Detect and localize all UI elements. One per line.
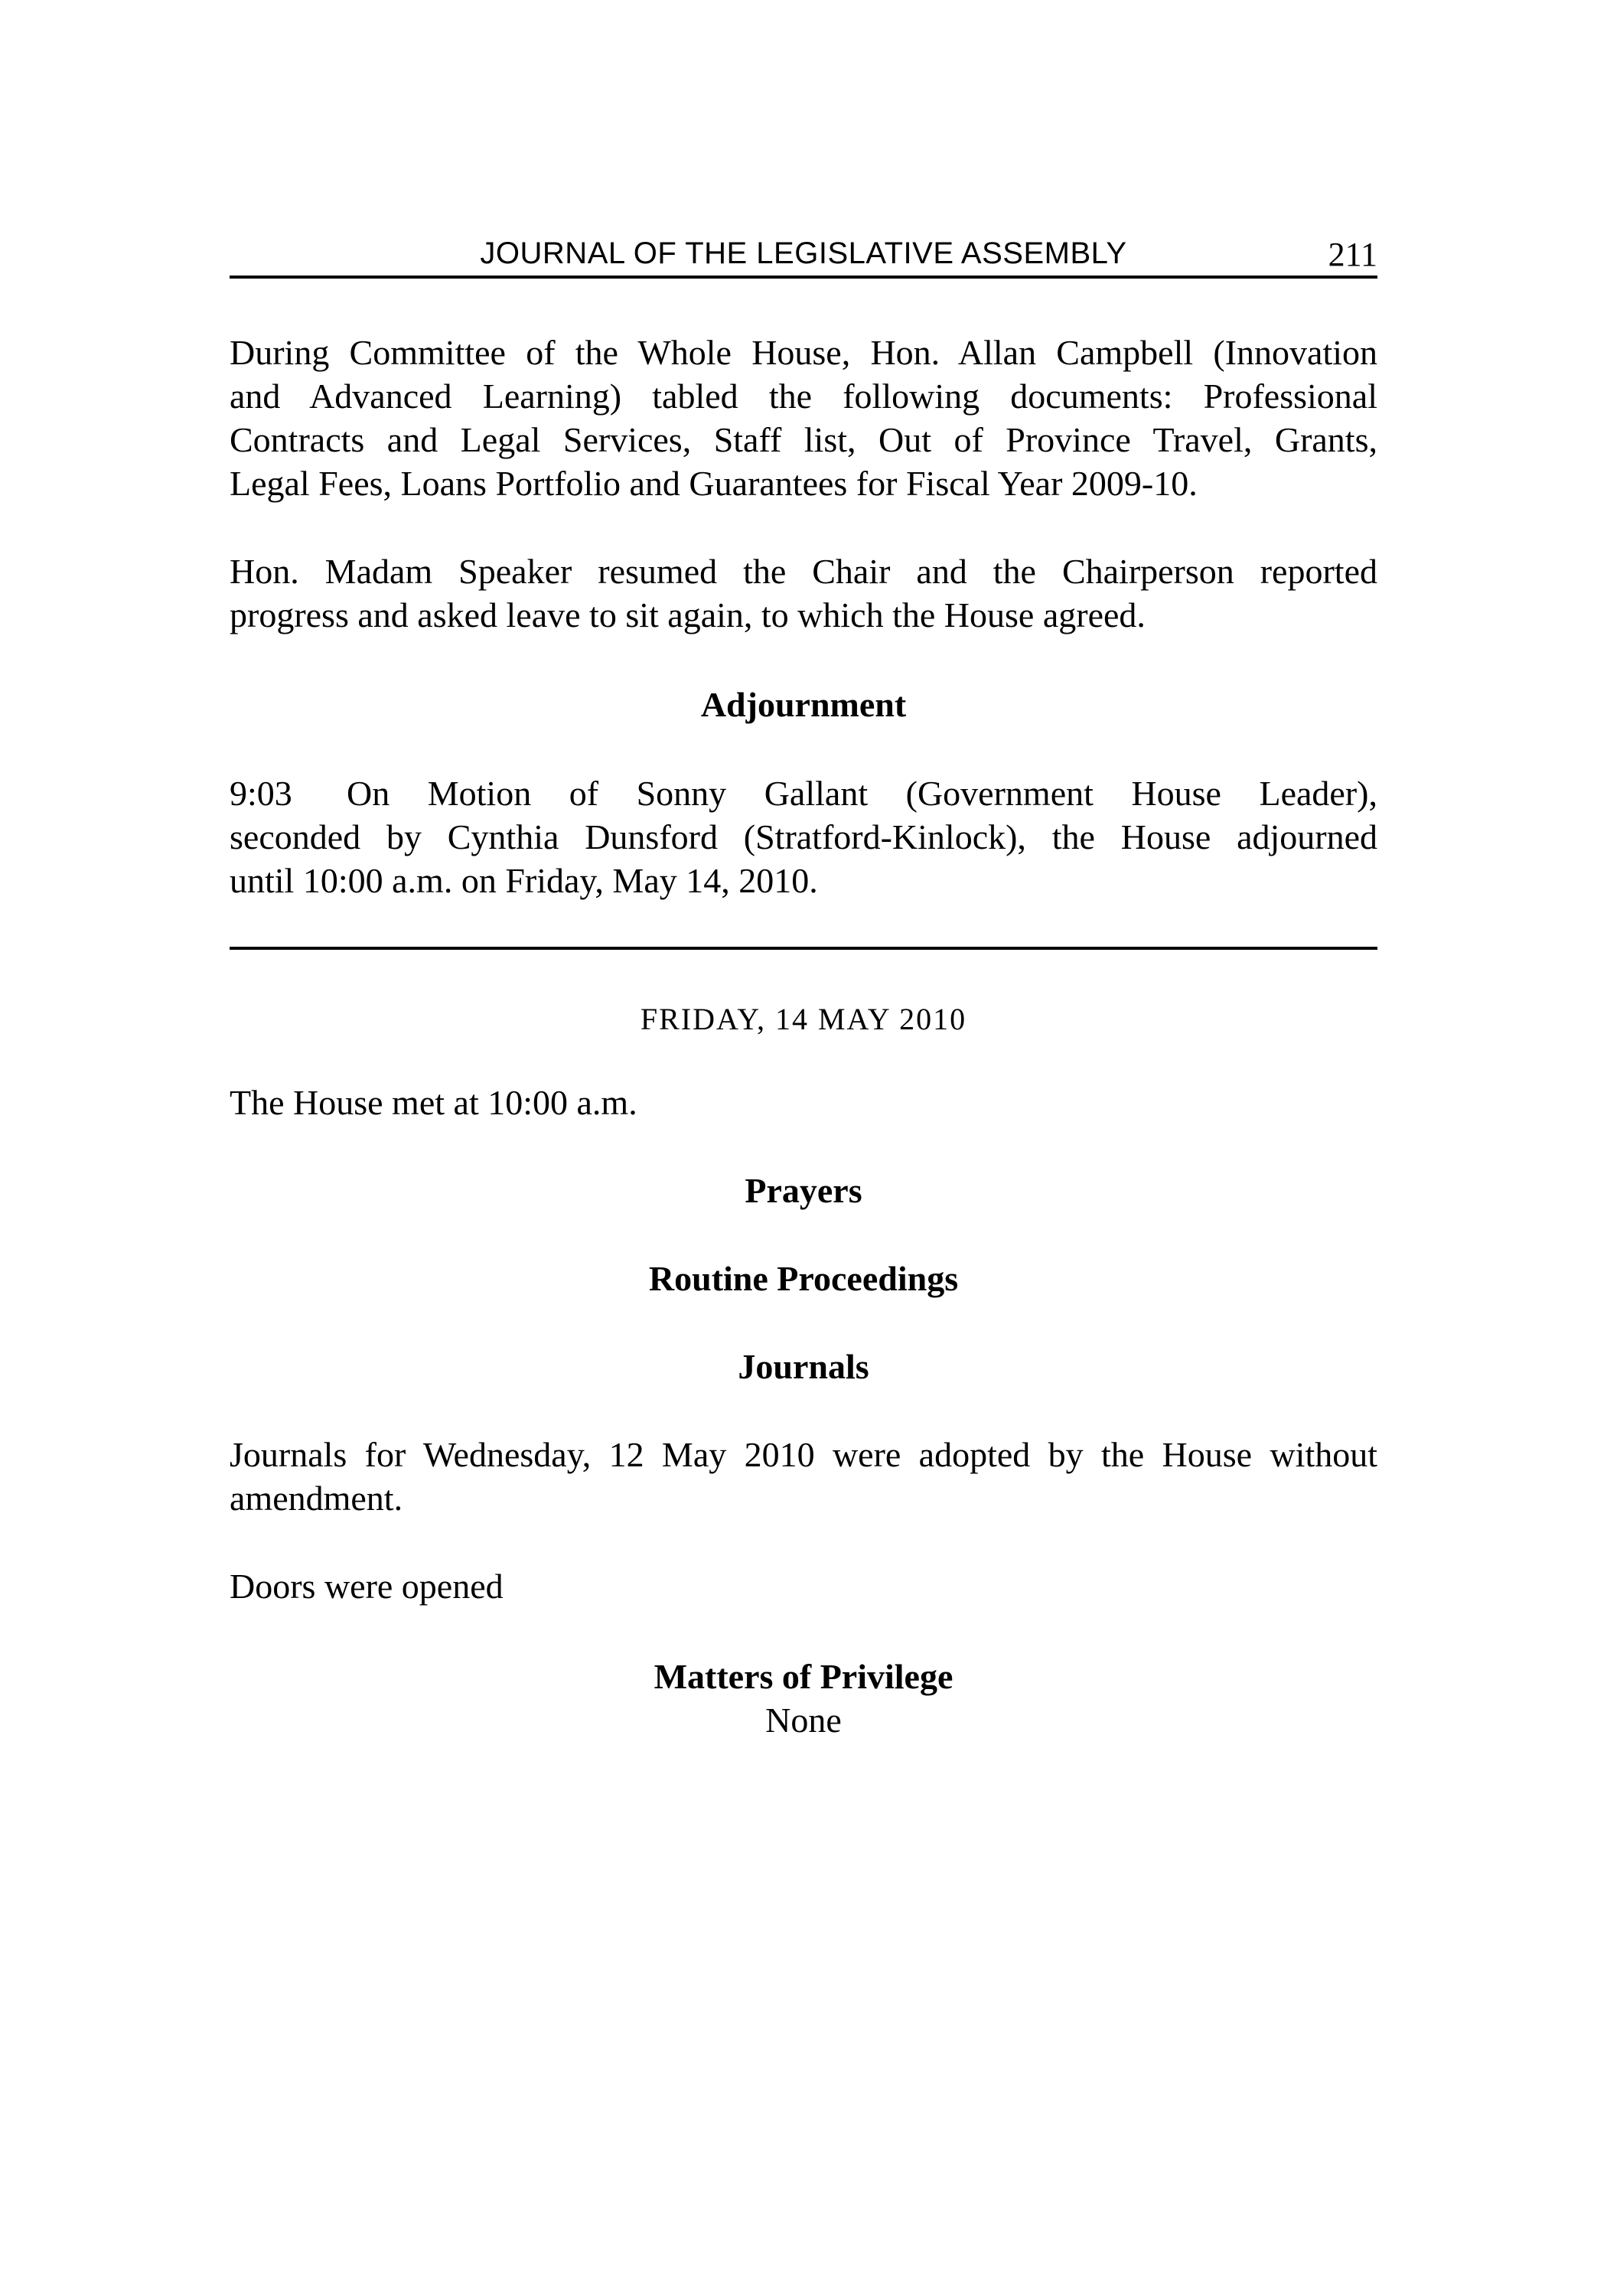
committee-line-2: and Advanced Learning) tabled the following documents: Professional (230, 377, 1377, 416)
speaker-paragraph (230, 550, 1377, 637)
section-divider (230, 947, 1377, 950)
journals-heading: Journals (738, 1347, 869, 1386)
doors-paragraph: Doors were opened (230, 1567, 504, 1606)
adjournment-time: 9:03 (230, 774, 292, 813)
adjournment-line-1 (230, 771, 1377, 815)
adjournment-paragraph (230, 771, 1377, 902)
running-header (230, 230, 1377, 279)
committee-line-3: Contracts and Legal Services, Staff list, Out of Province Travel, Grants, (230, 420, 1377, 459)
committee-line-4: Legal Fees, Loans Portfolio and Guarantees for Fiscal Year 2009-10. (230, 464, 1198, 503)
page-number: 211 (1328, 236, 1377, 273)
speaker-line-1: Hon. Madam Speaker resumed the Chair and the Chairperson reported (230, 552, 1377, 591)
speaker-line-2: progress and asked leave to sit again, to which the House agreed. (230, 595, 1146, 634)
house-met-paragraph: The House met at 10:00 a.m. (230, 1083, 637, 1122)
matters-of-privilege-heading: Matters of Privilege (654, 1657, 953, 1696)
committee-line-1: During Committee of the Whole House, Hon. Allan Campbell (Innovation (230, 333, 1377, 372)
committee-paragraph (230, 331, 1377, 505)
routine-proceedings-heading: Routine Proceedings (648, 1259, 959, 1298)
adjournment-line-2: seconded by Cynthia Dunsford (Stratford-Kinlock), the House adjourned (230, 817, 1377, 856)
adjournment-line-1-text: On Motion of Sonny Gallant (Government House Leader), (347, 774, 1377, 813)
header-title: JOURNAL OF THE LEGISLATIVE ASSEMBLY (480, 236, 1127, 270)
adjournment-line-3: until 10:00 a.m. on Friday, May 14, 2010. (230, 861, 818, 900)
journals-line-1: Journals for Wednesday, 12 May 2010 were adopted by the House without (230, 1435, 1377, 1474)
journal-page (230, 230, 1377, 1742)
journals-paragraph (230, 1433, 1377, 1520)
prayers-heading: Prayers (745, 1171, 862, 1210)
journals-line-2: amendment. (230, 1479, 403, 1518)
matters-of-privilege-none: None (765, 1701, 842, 1740)
adjournment-heading: Adjournment (700, 685, 907, 724)
sitting-date-heading: FRIDAY, 14 MAY 2010 (640, 1002, 967, 1036)
